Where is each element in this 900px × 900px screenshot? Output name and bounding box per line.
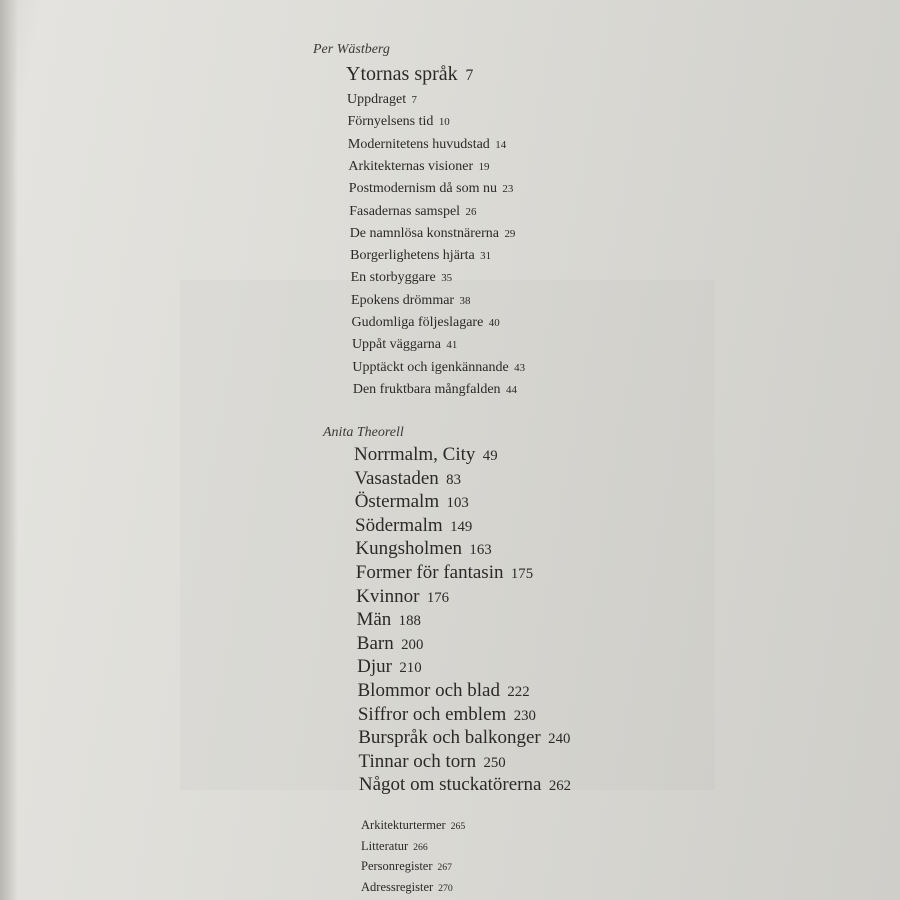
toc-entry	[358, 680, 530, 702]
toc-entry	[347, 114, 449, 130]
toc-entry	[358, 704, 536, 726]
toc-entry	[352, 337, 457, 353]
toc-entry-label: Epokens drömmar	[351, 292, 455, 308]
toc-page-number: 41	[446, 339, 458, 352]
toc-entry-label: Norrmalm, City	[354, 444, 476, 465]
toc-page-number: 35	[441, 272, 453, 285]
toc-entry-label: Postmodernism då som nu	[348, 181, 497, 197]
toc-entry-label: Gudomliga följeslagare	[351, 315, 484, 330]
toc-page-number: 83	[446, 471, 461, 488]
toc-page-number: 10	[438, 116, 450, 129]
toc-entry	[351, 293, 470, 309]
toc-entry-label: Siffror och emblem	[357, 703, 507, 725]
toc-entry-label: Förnyelsens tid	[347, 114, 434, 130]
toc-entry	[361, 859, 452, 874]
toc-entry	[353, 382, 517, 398]
toc-page-number: 240	[548, 731, 571, 748]
toc-entry-label: Tinnar och torn	[358, 750, 477, 772]
toc-entry	[357, 633, 424, 655]
toc-entry	[361, 839, 428, 854]
toc-entry	[359, 774, 571, 796]
toc-entry-label: Uppdraget	[347, 92, 407, 107]
author-per-wastberg: Per Wästberg	[313, 42, 390, 57]
toc-entry-label: Arkitekternas visioner	[348, 158, 474, 174]
toc-entry	[357, 656, 421, 678]
toc-entry	[352, 315, 500, 331]
toc-page-number: 267	[437, 862, 453, 873]
toc-entry	[348, 159, 489, 175]
toc-entry-label: Borgerlighetens hjärta	[350, 248, 475, 264]
toc-page-number: 26	[465, 205, 477, 218]
toc-entry	[349, 181, 514, 197]
toc-entry-label: Arkitekturtermer	[361, 818, 446, 832]
toc-entry	[354, 444, 498, 466]
toc-entry	[358, 727, 570, 749]
toc-entry-label: Djur	[357, 656, 392, 678]
toc-entry-label: Kungsholmen	[355, 538, 462, 560]
toc-entry	[355, 538, 491, 560]
toc-entry-label: Kvinnor	[356, 585, 420, 607]
toc-page-number: 23	[502, 183, 514, 196]
toc-page-number: 265	[450, 821, 466, 832]
toc-entry-label: De namnlösa konstnärerna	[349, 225, 499, 241]
toc-entry	[355, 515, 472, 537]
toc-page-number: 19	[478, 160, 490, 173]
toc-entry	[348, 137, 506, 153]
toc-entry-label: Vasastaden	[354, 467, 439, 489]
toc-page-number: 176	[426, 589, 450, 606]
toc-entry-label: Modernitetens huvudstad	[347, 136, 490, 152]
toc-entry	[354, 468, 461, 490]
toc-entry	[356, 586, 449, 608]
toc-page-number: 163	[469, 542, 492, 559]
toc-page-number: 7	[465, 67, 474, 84]
toc-entry	[347, 92, 417, 108]
toc-entry-label: Upptäckt och igenkännande	[352, 359, 509, 375]
toc-chapter-title	[346, 63, 473, 86]
toc-page-number: 103	[446, 495, 469, 512]
toc-page-number: 210	[399, 660, 422, 677]
toc-entry	[361, 880, 453, 895]
toc-page-number: 49	[482, 448, 498, 464]
toc-page-number: 31	[480, 250, 492, 263]
toc-entry-label: Män	[356, 609, 392, 631]
toc-page-number: 44	[506, 383, 517, 396]
toc-page-number: 200	[401, 636, 424, 653]
toc-page-number: 270	[438, 882, 453, 894]
toc-entry-label: Burspråk och balkonger	[358, 727, 541, 749]
toc-entry-label: Ytornas språk	[346, 63, 458, 85]
toc-page-number: 149	[450, 518, 473, 535]
toc-page-number: 175	[510, 566, 534, 582]
toc-page-number: 14	[495, 138, 507, 151]
toc-entry-label: Former för fantasin	[355, 562, 504, 583]
toc-page-number: 7	[411, 94, 417, 106]
toc-page-number: 40	[488, 317, 500, 329]
toc-entry-label: Södermalm	[355, 514, 443, 536]
toc-page-number: 262	[548, 778, 572, 795]
toc-entry-label: Östermalm	[354, 491, 440, 513]
toc-entry	[351, 270, 453, 286]
toc-entry-label: Barn	[356, 632, 394, 654]
toc-page-number: 43	[514, 361, 526, 374]
toc-page-number: 38	[459, 294, 471, 307]
toc-entry-label: Personregister	[361, 859, 433, 873]
toc-entry-label: Adressregister	[361, 879, 434, 894]
toc-entry-label: Uppåt väggarna	[351, 337, 441, 353]
author-anita-theorell: Anita Theorell	[323, 425, 404, 440]
toc-entry-label: Blommor och blad	[357, 680, 500, 701]
toc-page-number: 230	[513, 707, 536, 724]
toc-entry	[350, 226, 516, 242]
toc-page-number: 266	[413, 841, 428, 853]
toc-entry-label: Litteratur	[361, 838, 409, 853]
toc-page-number: 222	[507, 684, 530, 700]
page-gutter-shadow	[0, 0, 18, 900]
toc-entry	[356, 562, 533, 584]
toc-entry-label: En storbyggare	[350, 270, 436, 286]
toc-page-number: 29	[504, 227, 516, 240]
toc-entry-label: Fasadernas samspel	[349, 203, 461, 219]
toc-entry	[352, 360, 525, 376]
toc-entry	[359, 751, 506, 773]
toc-entry-label: Den fruktbara mångfalden	[352, 381, 501, 397]
toc-entry	[349, 204, 476, 220]
toc-page-number: 250	[483, 754, 506, 771]
toc-entry	[350, 248, 491, 264]
toc-entry	[361, 818, 465, 833]
toc-entry-label: Något om stuckatörerna	[358, 774, 542, 796]
toc-page-number: 188	[398, 613, 421, 630]
toc-entry	[355, 491, 469, 513]
toc-entry	[356, 609, 420, 631]
